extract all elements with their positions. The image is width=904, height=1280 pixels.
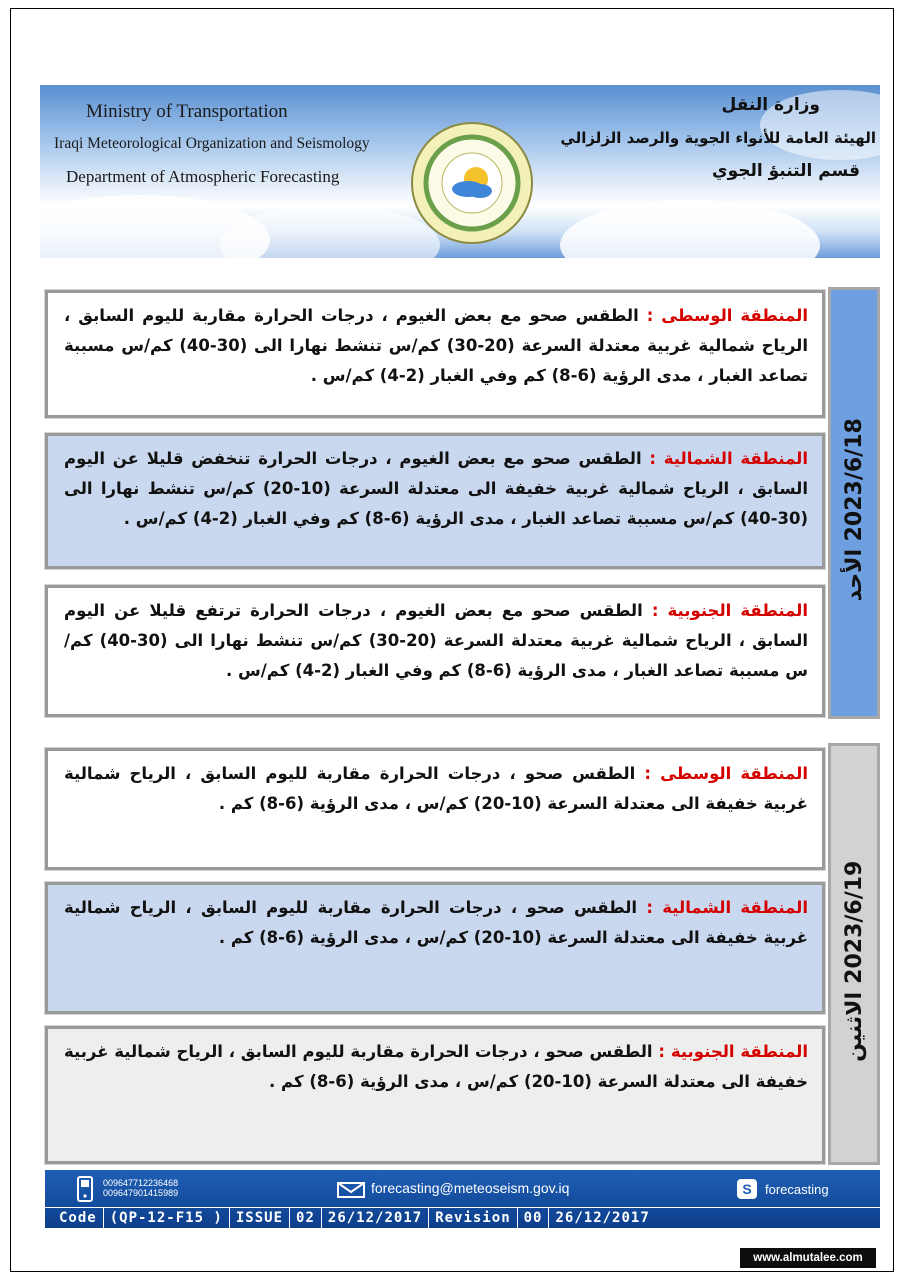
- code-label: Code: [45, 1208, 104, 1228]
- phone-number-1: 009647712236468: [103, 1178, 179, 1188]
- header-org-ar: الهيئة العامة للأنواء الجوية والرصد الزلزالي: [560, 129, 876, 147]
- region-name: المنطقة الوسطى :: [644, 764, 808, 783]
- header-dept-ar: قسم التنبؤ الجوي: [712, 161, 860, 181]
- region-name: المنطقة الوسطى :: [646, 306, 808, 325]
- svg-text:S: S: [742, 1181, 752, 1197]
- revision-number: 00: [518, 1208, 550, 1228]
- region-name: المنطقة الشمالية :: [646, 898, 808, 917]
- phone-number-2: 009647901415989: [103, 1188, 179, 1198]
- region-name: المنطقة الجنوبية :: [658, 1042, 808, 1061]
- header-ministry-ar: وزارة النقل: [721, 95, 820, 115]
- revision-date: 26/12/2017: [555, 1210, 650, 1226]
- region-name: المنطقة الشمالية :: [649, 449, 808, 468]
- day-name: الأحد: [841, 549, 867, 602]
- forecast-text: الطقس صحو مع بعض الغيوم ، درجات الحرارة مقاربة لليوم السابق ، الرياح شمالية غربية معتدلة السرعة (20-30) كم/س تنشط نهارا الى (30-40) كم/س مسببة تصاعد الغبار ، مدى الرؤية (6-8) كم وفي الغبار (2-4) كم/س .: [64, 306, 808, 385]
- forecast-text: الطقس صحو ، درجات الحرارة مقاربة لليوم السابق ، الرياح شمالية غربية خفيفة الى معتدلة السرعة (10-20) كم/س ، مدى الرؤية (6-8) كم .: [64, 764, 808, 813]
- phone-icon: [77, 1176, 93, 1202]
- forecast-panel-day2-north: [45, 882, 825, 1014]
- day-label-monday: [828, 743, 880, 1165]
- website-watermark: www.almutalee.com: [740, 1248, 876, 1268]
- forecast-panel-day1-central: [45, 290, 825, 418]
- header-banner: [40, 85, 880, 258]
- region-name: المنطقة الجنوبية :: [651, 601, 808, 620]
- email-icon: [337, 1182, 365, 1198]
- forecast-text: الطقس صحو ، درجات الحرارة مقاربة لليوم السابق ، الرياح شمالية غربية خفيفة الى معتدلة السرعة (10-20) كم/س ، مدى الرؤية (6-8) كم .: [64, 1042, 808, 1091]
- document-control-strip: [45, 1207, 880, 1228]
- email-link[interactable]: forecasting@meteoseism.gov.iq: [371, 1180, 570, 1196]
- code-value: (QP-12-F15 ): [104, 1208, 230, 1228]
- footer-bar: [45, 1170, 880, 1228]
- forecast-text: الطقس صحو ، درجات الحرارة مقاربة لليوم السابق ، الرياح شمالية غربية خفيفة الى معتدلة السرعة (10-20) كم/س ، مدى الرؤية (6-8) كم .: [64, 898, 808, 947]
- day-name: الاثنين: [841, 991, 867, 1062]
- issue-number: 02: [290, 1208, 322, 1228]
- issue-label: ISSUE: [230, 1208, 290, 1228]
- forecast-panel-day2-south: [45, 1026, 825, 1164]
- header-org-en: Iraqi Meteorological Organization and Seismology: [54, 135, 370, 152]
- forecast-panel-day2-central: [45, 748, 825, 870]
- forecast-panel-day1-north: [45, 433, 825, 569]
- skype-icon: [737, 1179, 757, 1199]
- forecast-panel-day1-south: [45, 585, 825, 717]
- day-date: 2023/6/18: [841, 418, 867, 542]
- organization-logo: [410, 121, 534, 245]
- revision-label: Revision: [429, 1208, 517, 1228]
- issue-date: 26/12/2017: [322, 1208, 429, 1228]
- header-dept-en: Department of Atmospheric Forecasting: [66, 167, 340, 186]
- forecast-text: الطقس صحو مع بعض الغيوم ، درجات الحرارة ترتفع قليلا عن اليوم السابق ، الرياح شمالية غربية معتدلة السرعة (20-30) كم/س تنشط نهارا الى (30-40) كم/س مسببة تصاعد الغبار ، مدى الرؤية (6-8) كم وفي الغبار (2-4) كم/س .: [64, 601, 808, 680]
- day-label-sunday: [828, 287, 880, 719]
- day-date: 2023/6/19: [841, 860, 867, 984]
- skype-handle[interactable]: forecasting: [765, 1182, 829, 1197]
- forecast-text: الطقس صحو مع بعض الغيوم ، درجات الحرارة تنخفض قليلا عن اليوم السابق ، الرياح شمالية غربية خفيفة الى معتدلة السرعة (10-20) كم/س تنشط نهارا الى (30-40) كم/س مسببة تصاعد الغبار ، مدى الرؤية (6-8) كم وفي الغبار (2-4) كم/س .: [64, 449, 808, 528]
- header-ministry-en: Ministry of Transportation: [86, 101, 288, 122]
